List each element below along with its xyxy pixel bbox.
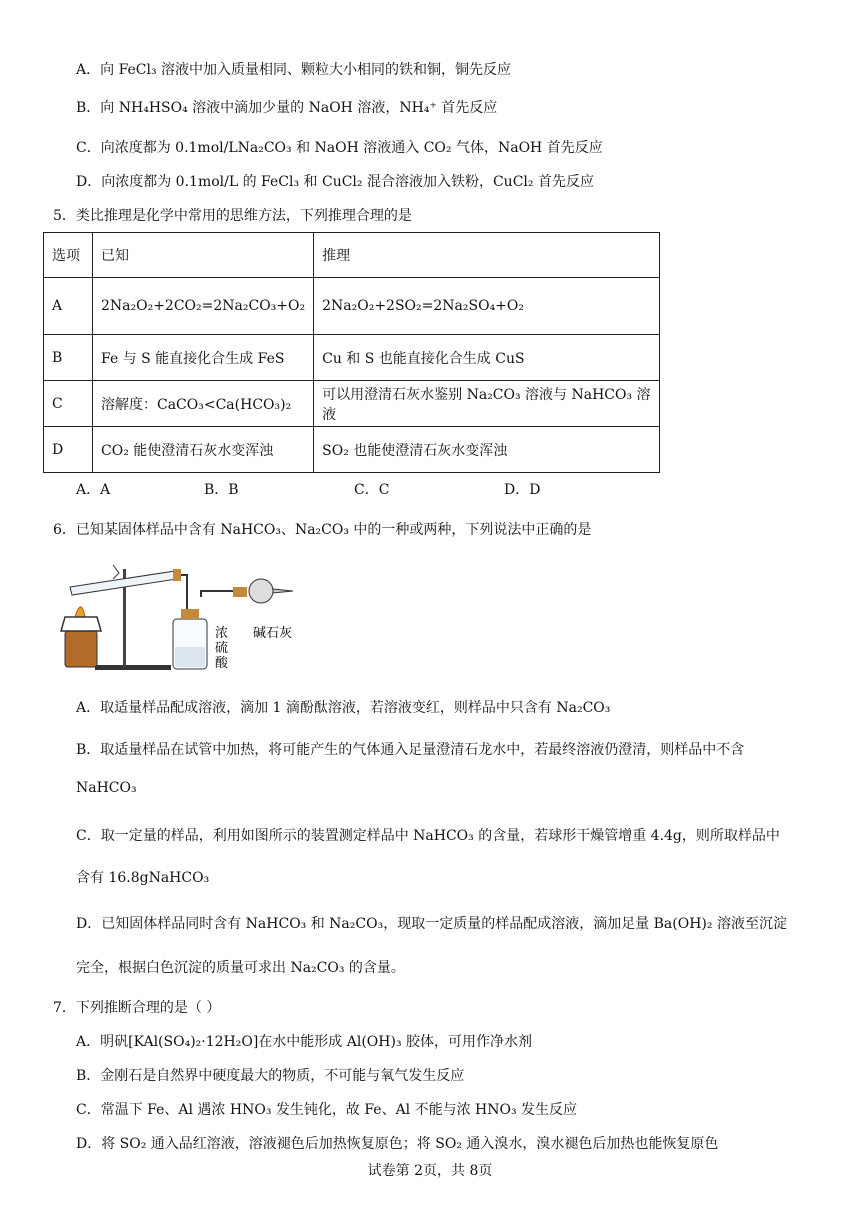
q6-option-d-cont: 完全，根据白色沉淀的质量可求出 Na₂CO₃ 的含量。 [76, 960, 405, 976]
q4-option-b: B．向 NH₄HSO₄ 溶液中滴加少量的 NaOH 溶液，NH₄⁺ 首先反应 [76, 100, 498, 116]
table-row [44, 278, 660, 335]
stopper [173, 569, 181, 581]
q7-option-d: D．将 SO₂ 通入品红溶液，溶液褪色后加热恢复原色；将 SO₂ 通入溴水，溴水褪色后加热也能恢复原色 [76, 1136, 719, 1152]
stand-base [95, 665, 171, 670]
table-cell: 2Na₂O₂+2CO₂=2Na₂CO₃+O₂ [93, 278, 314, 335]
apparatus-figure [55, 557, 305, 679]
table-cell: A [44, 278, 93, 335]
q5-stem: 5．类比推理是化学中常用的思维方法，下列推理合理的是 [53, 208, 412, 224]
q7-option-a: A．明矾[KAl(SO₄)₂·12H₂O]在水中能形成 Al(OH)₃ 胶体，可用作净水剂 [76, 1034, 533, 1050]
table-cell: B [44, 335, 93, 381]
q7-stem: 7．下列推断合理的是（ ） [53, 1000, 221, 1016]
flame [75, 607, 85, 617]
acid-label-char: 硫 [215, 641, 229, 656]
q7-option-b: B．金刚石是自然界中硬度最大的物质，不可能与氧气发生反应 [76, 1068, 465, 1084]
q4-option-c: C．向浓度都为 0.1mol/LNa₂CO₃ 和 NaOH 溶液通入 CO₂ 气体，NaOH 首先反应 [76, 140, 603, 156]
clamp [113, 565, 119, 579]
q5-choices [76, 480, 540, 500]
table-cell: Fe 与 S 能直接化合生成 FeS [93, 335, 314, 381]
outlet-tube [201, 591, 237, 597]
acid-label-char: 酸 [215, 656, 229, 671]
q5-choice-c: C．C [354, 482, 390, 498]
drying-stopper [233, 587, 247, 597]
acid-liquid [175, 647, 205, 667]
bottle-stopper [181, 609, 199, 619]
drying-bulb [249, 579, 273, 603]
q5-choice-b: B．B [204, 482, 239, 498]
q6-option-b: B．取适量样品在试管中加热，将可能产生的气体通入足量澄清石龙水中，若最终溶液仍澄清，则样品中不含 [76, 742, 745, 758]
table-header-cell: 已知 [93, 233, 314, 278]
table-cell: 2Na₂O₂+2SO₂=2Na₂SO₄+O₂ [314, 278, 660, 335]
q6-option-c: C．取一定量的样品，利用如图所示的装置测定样品中 NaHCO₃ 的含量，若球形干燥管增重 4.4g，则所取样品中 [76, 828, 780, 844]
q6-option-b-cont: NaHCO₃ [76, 780, 137, 796]
q6-option-c-cont: 含有 16.8gNaHCO₃ [76, 870, 210, 886]
q6-stem: 6．已知某固体样品中含有 NaHCO₃、Na₂CO₃ 中的一种或两种，下列说法中正确的是 [53, 522, 592, 538]
q6-option-a: A．取适量样品配成溶液，滴加 1 滴酚酞溶液，若溶液变红，则样品中只含有 Na₂CO₃ [76, 700, 611, 716]
table-cell: 可以用澄清石灰水鉴别 Na₂CO₃ 溶液与 NaHCO₃ 溶液 [314, 381, 660, 427]
q5-choice-d: D．D [504, 482, 541, 498]
q6-option-d: D．已知固体样品同时含有 NaHCO₃ 和 Na₂CO₃，现取一定质量的样品配成溶液，滴加足量 Ba(OH)₂ 溶液至沉淀 [76, 916, 787, 932]
alcohol-lamp [65, 631, 97, 667]
acid-label-char: 浓 [215, 626, 229, 641]
page-footer: 试卷第 2页，共 8页 [367, 1163, 493, 1179]
table-header-cell: 选项 [44, 233, 93, 278]
table-cell: D [44, 427, 93, 473]
q5-table [43, 232, 660, 473]
table-row [44, 381, 660, 427]
table-row [44, 427, 660, 473]
q5-choice-a: A．A [76, 482, 111, 498]
q4-option-a: A．向 FeCl₃ 溶液中加入质量相同、颗粒大小相同的铁和铜，铜先反应 [76, 62, 512, 78]
table-cell: Cu 和 S 也能直接化合生成 CuS [314, 335, 660, 381]
tripod [61, 617, 101, 631]
table-cell: SO₂ 也能使澄清石灰水变浑浊 [314, 427, 660, 473]
q4-option-d: D．向浓度都为 0.1mol/L 的 FeCl₃ 和 CuCl₂ 混合溶液加入铁粉，CuCl₂ 首先反应 [76, 174, 594, 190]
lime-label: 碱石灰 [253, 626, 293, 641]
table-header-cell: 推理 [314, 233, 660, 278]
drying-tip [273, 589, 293, 593]
table-cell: 溶解度：CaCO₃<Ca(HCO₃)₂ [93, 381, 314, 427]
table-cell: CO₂ 能使澄清石灰水变浑浊 [93, 427, 314, 473]
table-header-row [44, 233, 660, 278]
q7-option-c: C．常温下 Fe、Al 遇浓 HNO₃ 发生钝化，故 Fe、Al 不能与浓 HNO₃ 发生反应 [76, 1102, 578, 1118]
table-row [44, 335, 660, 381]
acid-label [215, 626, 229, 671]
table-cell: C [44, 381, 93, 427]
